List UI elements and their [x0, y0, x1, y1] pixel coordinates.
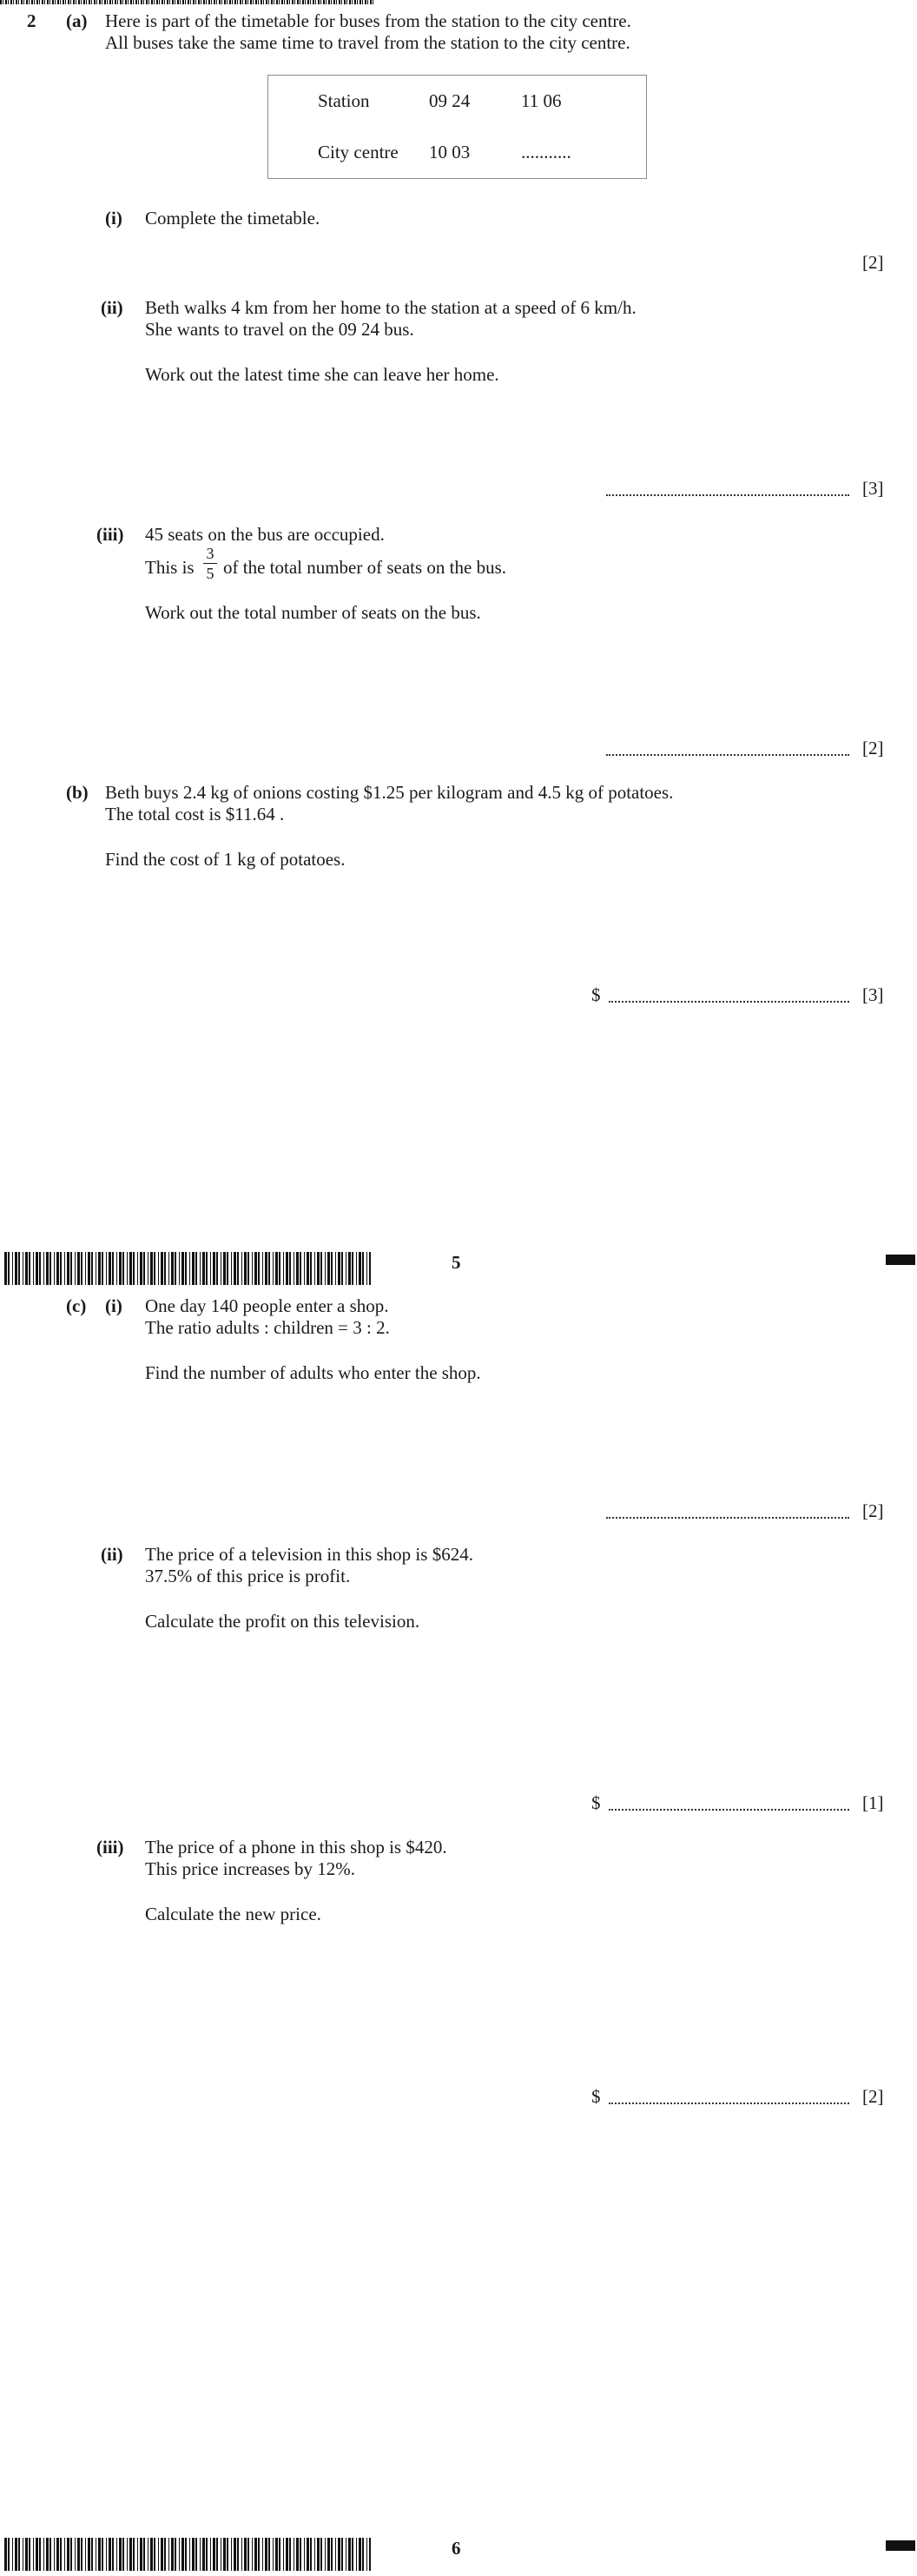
barcode-bar — [192, 1252, 195, 1285]
barcode-bar — [210, 2538, 211, 2571]
barcode-bar — [8, 2538, 10, 2571]
barcode-bar — [247, 2538, 249, 2571]
part-c-iii-label: (iii) — [96, 1837, 124, 1858]
barcode-bar — [273, 2538, 274, 2571]
barcode-bar — [175, 1252, 176, 1285]
barcode-bar — [192, 2538, 195, 2571]
part-b-marks: [3] — [862, 984, 884, 1005]
barcode-bar — [335, 1252, 336, 1285]
timetable-row — [268, 127, 647, 179]
part-c-ii-line3: Calculate the profit on this television. — [145, 1611, 420, 1632]
barcode-bar — [320, 1252, 322, 1285]
timetable-time: 10 03 — [429, 142, 471, 162]
barcode-bar — [258, 1252, 260, 1285]
part-c-ii-label: (ii) — [101, 1544, 123, 1565]
barcode-bar — [352, 1252, 353, 1285]
barcode-bar — [258, 2538, 260, 2571]
barcode-bar — [206, 1252, 208, 1285]
barcode-bar — [64, 1252, 65, 1285]
timetable-time: 09 24 — [429, 90, 471, 111]
barcode-bar — [85, 1252, 86, 1285]
barcode-bar — [189, 1252, 190, 1285]
barcode-bar — [67, 1252, 69, 1285]
barcode-bar — [185, 2538, 187, 2571]
part-a-ii-label: (ii) — [101, 297, 123, 318]
question-number: 2 — [27, 10, 36, 31]
barcode-bar — [81, 2538, 82, 2571]
barcode-bar — [310, 2538, 312, 2571]
barcode-bar — [307, 1252, 309, 1285]
barcode-bar — [161, 1252, 163, 1285]
barcode-bar — [150, 2538, 153, 2571]
barcode-bar — [8, 1252, 10, 1285]
barcode-bar — [356, 1252, 357, 1285]
barcode-bar — [359, 2538, 361, 2571]
part-b-line1: Beth buys 2.4 kg of onions costing $1.25 per kilogram and 4.5 kg of potatoes. — [105, 782, 674, 803]
barcode-bar — [25, 2538, 28, 2571]
part-a-iii-marks: [2] — [862, 738, 884, 758]
barcode-bar — [189, 2538, 190, 2571]
header-strip — [0, 0, 373, 4]
barcode-bar — [304, 1252, 305, 1285]
barcode-bar — [43, 2538, 44, 2571]
barcode-bar — [91, 2538, 93, 2571]
barcode-bar — [60, 1252, 62, 1285]
barcode-bar — [102, 2538, 103, 2571]
barcode-bar — [33, 2538, 34, 2571]
part-a-iii-line2-post: of the total number of seats on the bus. — [223, 557, 507, 578]
barcode-bar — [320, 2538, 322, 2571]
barcode-bar — [77, 2538, 80, 2571]
barcode-bar — [265, 2538, 267, 2571]
barcode-bar — [39, 1252, 41, 1285]
barcode-bar — [289, 1252, 291, 1285]
barcode-bar — [164, 1252, 166, 1285]
barcode-bar — [116, 1252, 117, 1285]
barcode-bar — [133, 1252, 135, 1285]
barcode-bar — [185, 1252, 187, 1285]
barcode-bar — [362, 2538, 364, 2571]
barcode-bar — [109, 1252, 111, 1285]
barcode-bar — [137, 1252, 138, 1285]
barcode-bar — [181, 1252, 184, 1285]
answer-line[interactable] — [606, 1517, 849, 1519]
barcode-bar — [119, 2538, 122, 2571]
timetable-time: 11 06 — [521, 90, 562, 111]
barcode-bar — [67, 2538, 69, 2571]
part-a-ii-line3: Work out the latest time she can leave her home. — [145, 364, 499, 385]
barcode-bar — [237, 1252, 239, 1285]
barcode-bar — [296, 2538, 299, 2571]
barcode-bar — [195, 1252, 197, 1285]
barcode-bar — [140, 2538, 142, 2571]
barcode-bar — [15, 1252, 17, 1285]
barcode-bar — [202, 1252, 205, 1285]
part-c-ii-marks: [1] — [862, 1792, 884, 1813]
barcode-bar — [127, 2538, 128, 2571]
barcode-bar — [244, 2538, 247, 2571]
barcode-bar — [143, 2538, 145, 2571]
barcode-bar — [341, 2538, 343, 2571]
barcode-bar — [341, 1252, 343, 1285]
barcode-bar — [223, 1252, 226, 1285]
barcode-bar — [202, 2538, 205, 2571]
barcode — [4, 2538, 371, 2571]
barcode-bar — [102, 1252, 103, 1285]
barcode-bar — [231, 1252, 232, 1285]
barcode-bar — [206, 2538, 208, 2571]
barcode-bar — [300, 1252, 301, 1285]
barcode-bar — [216, 2538, 218, 2571]
barcode-bar — [325, 1252, 326, 1285]
barcode-bar — [289, 2538, 291, 2571]
answer-line[interactable] — [609, 1809, 849, 1811]
barcode-bar — [56, 2538, 59, 2571]
barcode-bar — [338, 1252, 340, 1285]
barcode-bar — [200, 1252, 201, 1285]
barcode-bar — [49, 2538, 51, 2571]
part-c-i-label: (i) — [105, 1295, 122, 1316]
barcode-bar — [237, 2538, 239, 2571]
barcode-bar — [335, 2538, 336, 2571]
barcode-bar — [286, 1252, 288, 1285]
barcode-bar — [179, 2538, 180, 2571]
barcode-bar — [213, 2538, 215, 2571]
barcode-bar — [18, 1252, 20, 1285]
barcode-bar — [275, 2538, 278, 2571]
barcode-bar — [325, 2538, 326, 2571]
timetable-row — [268, 76, 647, 128]
barcode-bar — [116, 2538, 117, 2571]
barcode-bar — [36, 1252, 38, 1285]
part-a-iii-line1: 45 seats on the bus are occupied. — [145, 524, 385, 545]
barcode-bar — [265, 1252, 267, 1285]
part-b-line3: Find the cost of 1 kg of potatoes. — [105, 849, 346, 870]
barcode-bar — [252, 2538, 253, 2571]
part-a-intro-line1: Here is part of the timetable for buses from the station to the city centre. — [105, 10, 631, 31]
barcode-bar — [29, 2538, 30, 2571]
barcode-bar — [307, 2538, 309, 2571]
barcode-bar — [262, 1252, 263, 1285]
barcode-bar — [119, 1252, 122, 1285]
barcode-bar — [310, 1252, 312, 1285]
part-a-intro-line2: All buses take the same time to travel from the station to the city centre. — [105, 32, 630, 53]
barcode-bar — [137, 2538, 138, 2571]
barcode-bar — [348, 1252, 351, 1285]
barcode-bar — [49, 1252, 51, 1285]
barcode-bar — [122, 2538, 124, 2571]
barcode-bar — [106, 2538, 107, 2571]
part-c-ii-line1: The price of a television in this shop is $624. — [145, 1544, 473, 1565]
barcode-bar — [36, 2538, 38, 2571]
barcode-bar — [317, 1252, 320, 1285]
registration-mark — [886, 1255, 915, 1265]
barcode-bar — [200, 2538, 201, 2571]
fraction-numerator: 3 — [206, 545, 214, 562]
barcode-bar — [85, 2538, 86, 2571]
barcode-bar — [327, 1252, 330, 1285]
barcode-bar — [154, 1252, 155, 1285]
answer-line[interactable] — [606, 754, 849, 756]
barcode-bar — [213, 1252, 215, 1285]
barcode-bar — [300, 2538, 301, 2571]
barcode-bar — [254, 2538, 257, 2571]
barcode-bar — [234, 1252, 236, 1285]
barcode-bar — [43, 1252, 44, 1285]
barcode-bar — [60, 2538, 62, 2571]
barcode-bar — [39, 2538, 41, 2571]
barcode-bar — [331, 1252, 333, 1285]
barcode — [4, 1252, 371, 1285]
barcode-bar — [210, 1252, 211, 1285]
part-c-iii-line1: The price of a phone in this shop is $420. — [145, 1837, 447, 1858]
barcode-bar — [262, 2538, 263, 2571]
barcode-bar — [227, 2538, 228, 2571]
barcode-bar — [366, 1252, 367, 1285]
part-a-ii-marks: [3] — [862, 478, 884, 499]
barcode-bar — [33, 1252, 34, 1285]
part-b-label: (b) — [66, 782, 89, 803]
timetable-place: City centre — [318, 142, 399, 162]
barcode-bar — [268, 2538, 270, 2571]
barcode-bar — [64, 2538, 65, 2571]
barcode-bar — [273, 1252, 274, 1285]
part-a-label: (a) — [66, 10, 88, 31]
part-a-ii-line2: She wants to travel on the 09 24 bus. — [145, 319, 414, 340]
part-b-line2: The total cost is $11.64 . — [105, 804, 285, 824]
fraction-bar — [203, 563, 217, 564]
barcode-bar — [54, 1252, 55, 1285]
barcode-bar — [98, 2538, 101, 2571]
page-number: 5 — [452, 1252, 461, 1273]
barcode-bar — [286, 2538, 288, 2571]
barcode-bar — [12, 2538, 13, 2571]
part-a-iii-line3: Work out the total number of seats on the bus. — [145, 602, 481, 623]
barcode-bar — [129, 2538, 132, 2571]
barcode-bar — [348, 2538, 351, 2571]
barcode-bar — [81, 1252, 82, 1285]
barcode-bar — [317, 2538, 320, 2571]
part-c-label: (c) — [66, 1295, 87, 1316]
answer-line[interactable] — [606, 494, 849, 496]
barcode-bar — [279, 2538, 280, 2571]
barcode-bar — [244, 1252, 247, 1285]
barcode-bar — [46, 2538, 49, 2571]
barcode-bar — [327, 2538, 330, 2571]
barcode-bar — [279, 1252, 280, 1285]
part-a-i-text: Complete the timetable. — [145, 208, 320, 228]
barcode-bar — [154, 2538, 155, 2571]
barcode-bar — [314, 2538, 315, 2571]
barcode-bar — [181, 2538, 184, 2571]
barcode-bar — [216, 1252, 218, 1285]
barcode-bar — [70, 1252, 72, 1285]
part-a-iii-line2-pre: This is — [145, 557, 195, 578]
barcode-bar — [122, 1252, 124, 1285]
barcode-bar — [252, 1252, 253, 1285]
part-a-i-marks: [2] — [862, 252, 884, 273]
barcode-bar — [158, 1252, 159, 1285]
barcode-bar — [25, 1252, 28, 1285]
barcode-bar — [12, 1252, 13, 1285]
barcode-bar — [366, 2538, 367, 2571]
barcode-bar — [331, 2538, 333, 2571]
barcode-bar — [140, 1252, 142, 1285]
barcode-bar — [268, 1252, 270, 1285]
barcode-bar — [352, 2538, 353, 2571]
fraction-denominator: 5 — [206, 565, 214, 582]
barcode-bar — [112, 1252, 114, 1285]
barcode-bar — [143, 1252, 145, 1285]
answer-line[interactable] — [609, 2103, 849, 2104]
barcode-bar — [241, 2538, 242, 2571]
barcode-bar — [179, 1252, 180, 1285]
currency-symbol: $ — [591, 2086, 601, 2107]
barcode-bar — [70, 2538, 72, 2571]
part-c-i-line1: One day 140 people enter a shop. — [145, 1295, 389, 1316]
barcode-bar — [54, 2538, 55, 2571]
part-c-i-line3: Find the number of adults who enter the shop. — [145, 1362, 481, 1383]
barcode-bar — [247, 1252, 249, 1285]
barcode-bar — [88, 2538, 90, 2571]
barcode-bar — [168, 2538, 169, 2571]
timetable-place: Station — [318, 90, 370, 111]
part-c-ii-line2: 37.5% of this price is profit. — [145, 1566, 351, 1586]
barcode-bar — [29, 1252, 30, 1285]
barcode-bar — [283, 1252, 284, 1285]
page-number: 6 — [452, 2538, 461, 2559]
barcode-bar — [195, 2538, 197, 2571]
timetable-answer-blank[interactable]: ........... — [521, 142, 571, 162]
barcode-bar — [77, 1252, 80, 1285]
barcode-bar — [164, 2538, 166, 2571]
barcode-bar — [338, 2538, 340, 2571]
part-c-iii-line3: Calculate the new price. — [145, 1904, 321, 1924]
barcode-bar — [133, 2538, 135, 2571]
barcode-bar — [175, 2538, 176, 2571]
part-a-iii-label: (iii) — [96, 524, 124, 545]
fraction — [203, 546, 217, 581]
part-c-iii-marks: [2] — [862, 2086, 884, 2107]
barcode-bar — [362, 1252, 364, 1285]
barcode-bar — [46, 1252, 49, 1285]
part-c-i-marks: [2] — [862, 1500, 884, 1521]
barcode-bar — [75, 1252, 76, 1285]
barcode-bar — [127, 1252, 128, 1285]
barcode-bar — [171, 2538, 174, 2571]
part-c-iii-line2: This price increases by 12%. — [145, 1858, 356, 1879]
barcode-bar — [304, 2538, 305, 2571]
part-a-ii-line1: Beth walks 4 km from her home to the station at a speed of 6 km/h. — [145, 297, 637, 318]
barcode-bar — [231, 2538, 232, 2571]
barcode-bar — [296, 1252, 299, 1285]
currency-symbol: $ — [591, 984, 601, 1005]
barcode-bar — [161, 2538, 163, 2571]
barcode-bar — [158, 2538, 159, 2571]
barcode-bar — [112, 2538, 114, 2571]
part-c-i-line2: The ratio adults : children = 3 : 2. — [145, 1317, 390, 1338]
barcode-bar — [91, 1252, 93, 1285]
barcode-bar — [283, 2538, 284, 2571]
barcode-bar — [129, 1252, 132, 1285]
barcode-bar — [227, 1252, 228, 1285]
barcode-bar — [15, 2538, 17, 2571]
barcode-bar — [223, 2538, 226, 2571]
barcode-bar — [106, 1252, 107, 1285]
barcode-bar — [314, 1252, 315, 1285]
barcode-bar — [369, 2538, 371, 2571]
part-a-i-label: (i) — [105, 208, 122, 228]
barcode-bar — [369, 1252, 371, 1285]
barcode-bar — [359, 1252, 361, 1285]
registration-mark — [886, 2540, 915, 2551]
barcode-bar — [4, 2538, 7, 2571]
barcode-bar — [254, 1252, 257, 1285]
barcode-bar — [98, 1252, 101, 1285]
barcode-bar — [88, 1252, 90, 1285]
answer-line[interactable] — [609, 1001, 849, 1003]
barcode-bar — [171, 1252, 174, 1285]
barcode-bar — [241, 1252, 242, 1285]
barcode-bar — [18, 2538, 20, 2571]
barcode-bar — [356, 2538, 357, 2571]
barcode-bar — [234, 2538, 236, 2571]
barcode-bar — [4, 1252, 7, 1285]
barcode-bar — [150, 1252, 153, 1285]
barcode-bar — [109, 2538, 111, 2571]
currency-symbol: $ — [591, 1792, 601, 1813]
barcode-bar — [75, 2538, 76, 2571]
timetable — [267, 75, 647, 179]
barcode-bar — [56, 1252, 59, 1285]
barcode-bar — [168, 1252, 169, 1285]
barcode-bar — [275, 1252, 278, 1285]
